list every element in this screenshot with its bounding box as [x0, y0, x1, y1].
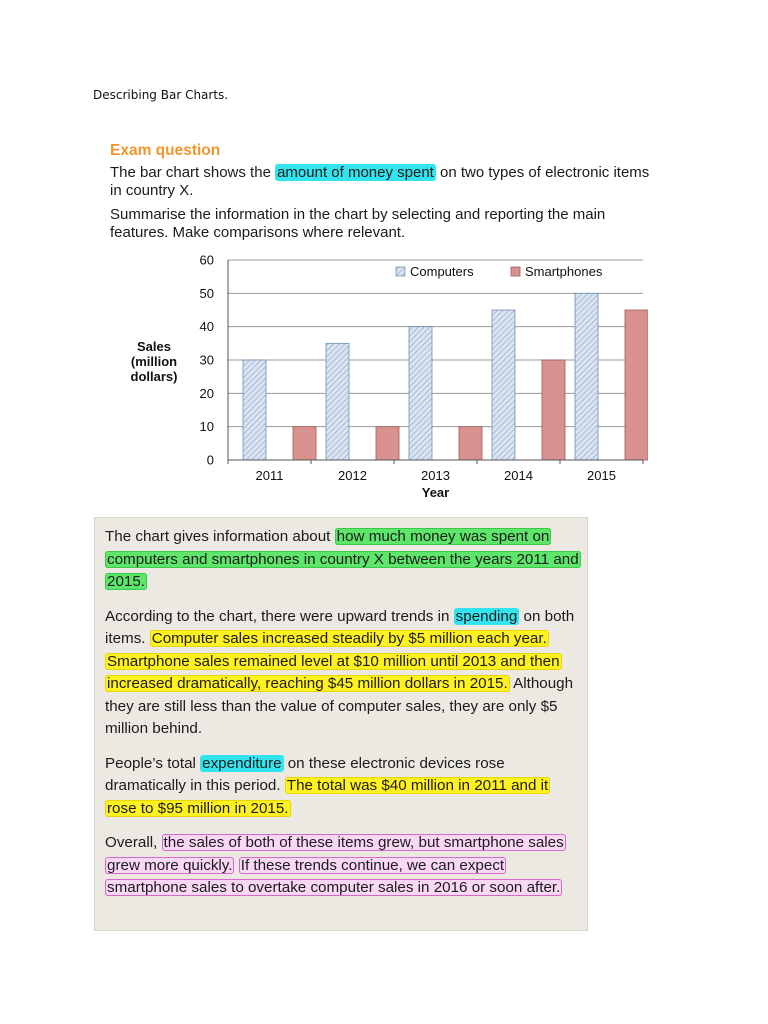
legend-swatch-computers [396, 267, 405, 276]
y-tick-label-30: 30 [199, 352, 214, 368]
y-tick-label-40: 40 [199, 319, 214, 335]
answer-paragraph-4 [105, 832, 581, 900]
answer-p1-green-highlight: how much money was spent on computers and smartphones in country X between the years 2011 and 2015. [107, 528, 579, 590]
y-tick-label-10: 10 [199, 419, 214, 435]
answer-p2-pre: According to the chart, there were upward trends in [105, 607, 454, 625]
answer-paragraph-1 [105, 526, 581, 594]
y-tick-label-0: 0 [206, 452, 214, 468]
answer-p2-cyan-highlight: spending [455, 607, 518, 625]
bar-smartphones-2011 [293, 427, 316, 460]
answer-p4-pre: Overall, [105, 834, 162, 851]
answer-paragraph-2 [105, 606, 581, 741]
exam-paragraph-2: Summarise the information in the chart by selecting and reporting the main features. Make comparisons where relevant. [110, 206, 606, 241]
exam-p1-highlight: amount of money spent [277, 164, 434, 181]
bar-computers-2015 [575, 293, 598, 460]
answer-p2-mid: on both items. [105, 607, 575, 647]
answer-p4-pink-highlight-1: the sales of both of these items grew, but smartphone sales grew more quickly. [107, 834, 564, 874]
bar-smartphones-2014 [542, 360, 565, 460]
y-axis-label-line-2: (million [130, 354, 178, 369]
y-axis-label-line-3: dollars) [130, 369, 178, 384]
bar-smartphones-2013 [459, 427, 482, 460]
x-tick-label-2014: 2014 [504, 468, 533, 483]
answer-p3-yellow-highlight: The total was $40 million in 2011 and it rose to $95 million in 2015. [107, 777, 549, 817]
exam-title: Exam question [110, 142, 221, 159]
x-tick-label-2012: 2012 [338, 468, 367, 483]
x-axis-label: Year [421, 485, 450, 500]
bar-smartphones-2012 [376, 427, 399, 460]
y-tick-label-60: 60 [199, 252, 214, 268]
legend-swatch-smartphones [511, 267, 520, 276]
y-axis-label-line-1: Sales [137, 339, 171, 354]
model-answer-box [94, 517, 588, 931]
x-tick-label-2013: 2013 [421, 468, 450, 483]
bar-computers-2013 [409, 327, 432, 460]
exam-question-block [110, 140, 650, 248]
answer-paragraph-3 [105, 753, 581, 821]
legend-label-computers: Computers [410, 264, 474, 279]
answer-p3-pre: People’s total [105, 754, 201, 772]
x-tick-label-2015: 2015 [587, 468, 616, 483]
exam-p1-pre: The bar chart shows the [110, 164, 276, 181]
y-tick-label-50: 50 [199, 285, 214, 301]
answer-p2-yellow-highlight-1: Computer sales increased steadily by $5 million each year. [151, 630, 547, 647]
answer-p3-cyan-highlight: expenditure [202, 754, 282, 772]
answer-p2-yellow-highlight-2: Smartphone sales remained level at $10 million until 2013 and then increased dramatically, reaching $45 million dollars in 2015. [107, 652, 560, 692]
bar-computers-2011 [243, 360, 266, 460]
answer-p2-post: Although they are still less than the value of computer sales, they are only $5 million behind. [105, 675, 574, 737]
x-tick-label-2011: 2011 [255, 468, 284, 483]
answer-p4-pink-highlight-2: If these trends continue, we can expect smartphone sales to overtake computer sales in 2016 or soon after. [107, 856, 561, 896]
exam-paragraph-1 [110, 164, 650, 200]
answer-p3-mid: on these electronic devices rose dramatically in this period. [105, 754, 505, 794]
answer-p1-pre: The chart gives information about [105, 528, 335, 545]
bar-chart [118, 248, 648, 503]
bar-smartphones-2015 [625, 310, 648, 460]
y-tick-label-20: 20 [199, 385, 214, 401]
bar-computers-2012 [326, 343, 349, 460]
bar-computers-2014 [492, 310, 515, 460]
legend-label-smartphones: Smartphones [525, 264, 603, 279]
exam-p1-post: on two types of electronic items in country X. [110, 164, 650, 199]
document-heading: Describing Bar Charts. [93, 88, 229, 102]
